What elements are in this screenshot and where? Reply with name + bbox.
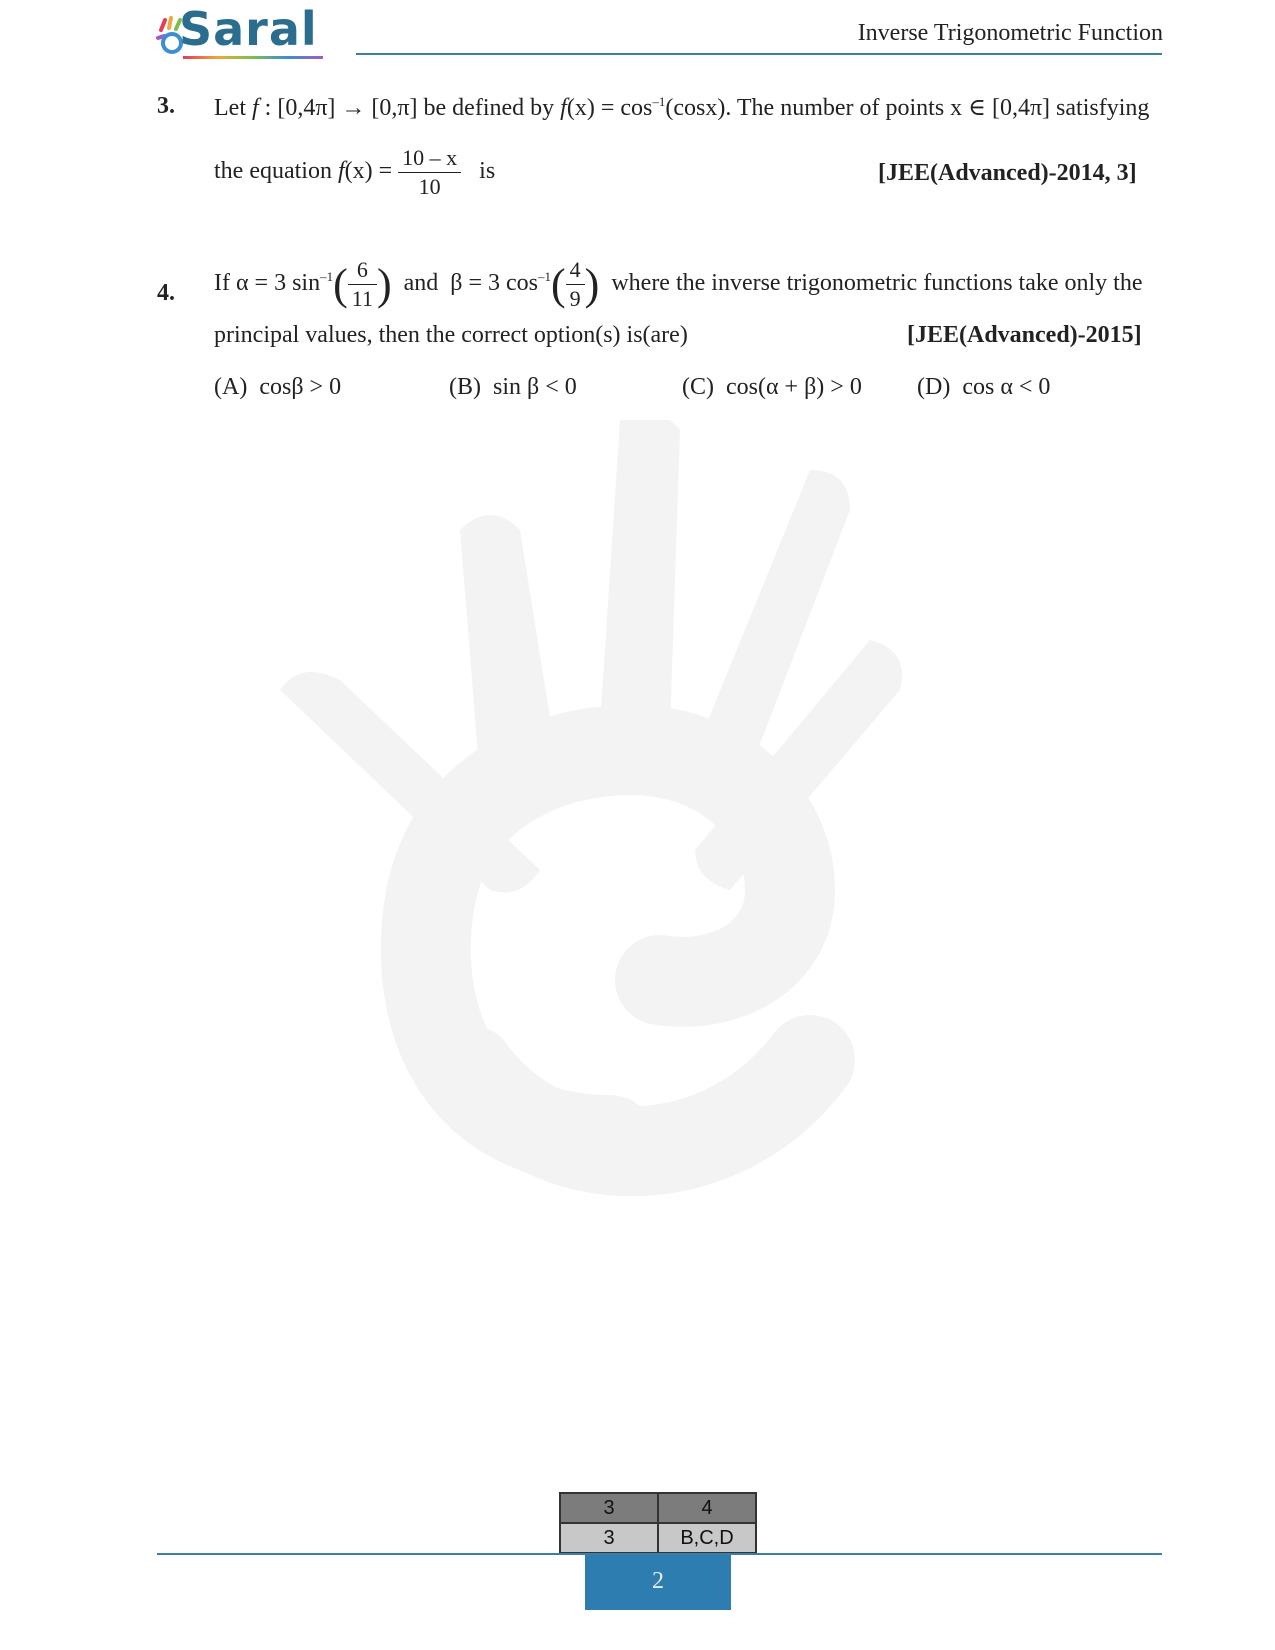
option-label: (A) [214,374,248,400]
superscript: –1 [652,94,666,109]
table-row [560,1493,756,1523]
table-cell: 4 [658,1493,756,1523]
fraction [566,256,585,313]
option-text: cosβ > 0 [259,374,342,400]
question-number: 3. [157,93,175,119]
denominator: 9 [569,286,581,311]
text: If α = 3 sin [214,270,321,297]
text: : [0,4π] → [0,π] be defined by [258,95,561,121]
table-cell: B,C,D [658,1523,756,1553]
text: and [403,270,439,297]
right-paren: ) [376,260,392,309]
option-label: (C) [682,374,714,400]
option-text: cos α < 0 [962,374,1051,400]
numerator: 10 – x [398,144,461,173]
function-symbol: f [337,158,345,185]
text: Let [214,95,252,121]
text: (cosx). The number of points x ∈ [0,4π] satisfying [665,95,1150,121]
option-b [449,374,577,401]
numerator: 6 [348,256,377,285]
option-a [214,374,341,401]
right-paren: ) [584,260,600,309]
text: is [479,158,496,185]
hand-watermark-icon [250,420,970,1240]
chapter-title: Inverse Trigonometric Function [857,20,1163,46]
text: β = 3 cos [450,270,539,297]
left-paren: ( [551,260,566,309]
denominator: 11 [351,286,373,311]
option-d [917,374,1050,401]
answer-key-table [559,1492,757,1554]
table-cell: 3 [560,1493,658,1523]
text: (x) = [344,158,393,185]
table-row [560,1523,756,1553]
option-label: (D) [917,374,951,400]
option-label: (B) [449,374,481,400]
table-cell: 3 [560,1523,658,1553]
exam-source: [JEE(Advanced)-2014, 3] [878,160,1137,186]
text: (x) = cos [566,95,653,121]
question-number: 4. [157,280,175,306]
fraction [348,256,377,313]
header-divider [356,53,1162,55]
text: where the inverse trigonometric functions take only the [611,270,1143,297]
option-text: cos(α + β) > 0 [726,374,862,400]
question-3-line-2 [214,144,495,201]
left-paren: ( [333,260,348,309]
question-4-line-2: principal values, then the correct option(s) is(are) [214,322,688,348]
esaral-logo [155,2,330,58]
option-c [682,374,862,401]
superscript: –1 [320,269,334,285]
exam-source: [JEE(Advanced)-2015] [907,322,1142,348]
function-symbol: f [560,95,567,121]
page-number: 2 [585,1555,731,1610]
question-4-line-1 [214,256,1143,313]
numerator: 4 [566,256,585,285]
question-3-line-1 [214,93,1149,122]
fraction [398,144,461,201]
superscript: –1 [538,269,552,285]
denominator: 10 [418,174,441,199]
logo-underline [183,56,323,59]
text: the equation [214,158,338,185]
function-symbol: f [251,95,259,121]
logo-text: Saral [179,2,318,56]
option-text: sin β < 0 [493,374,577,400]
